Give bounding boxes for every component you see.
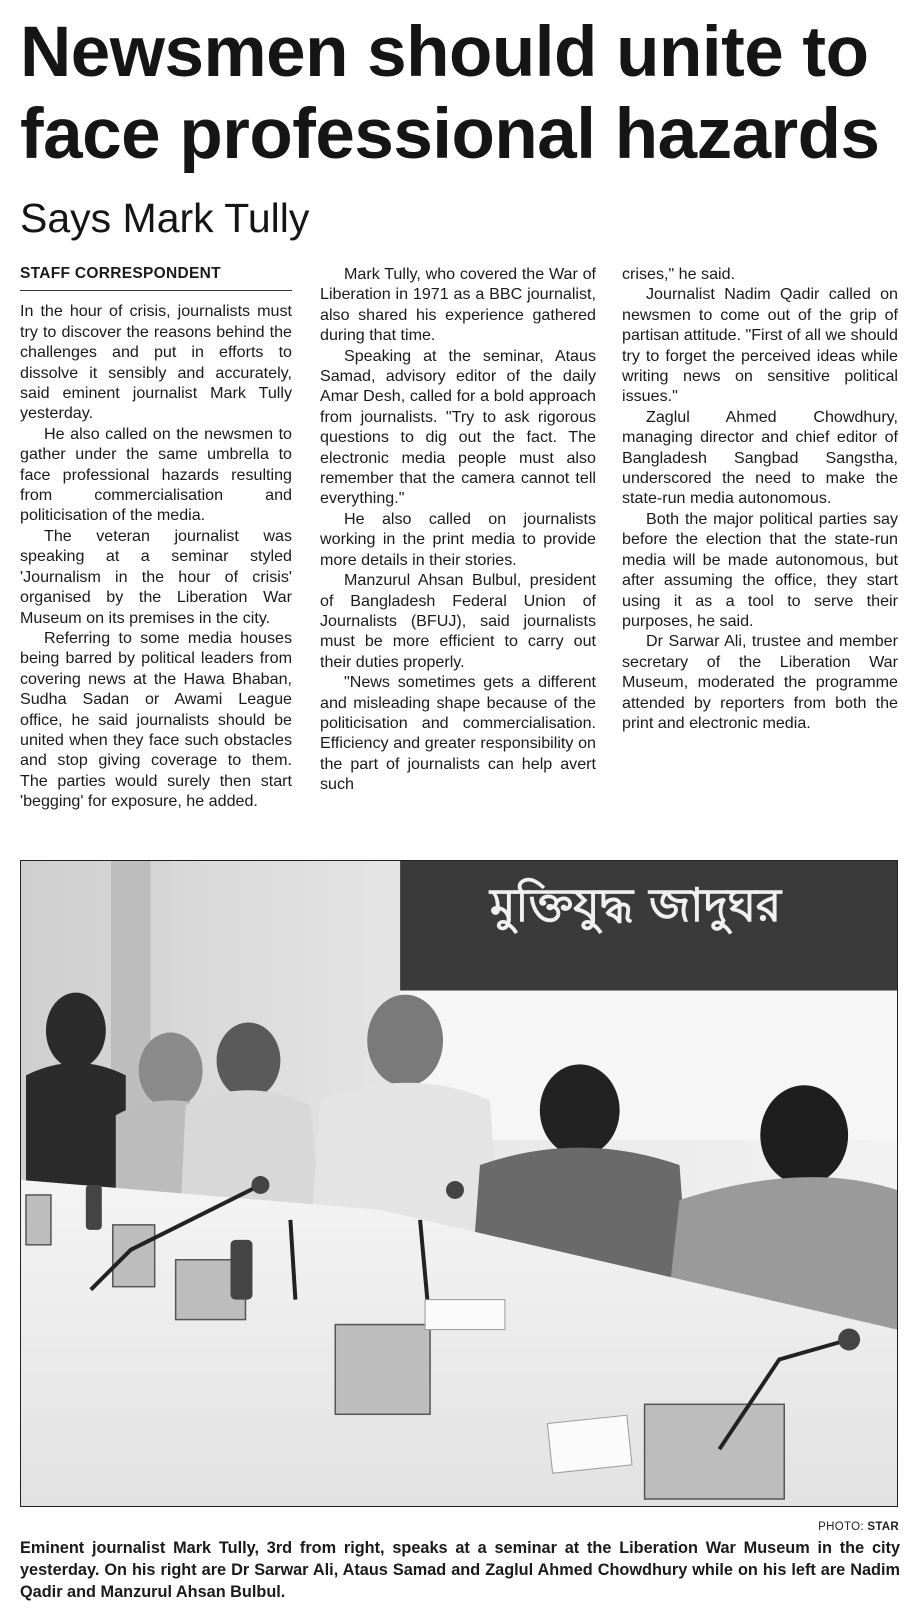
photo-credit-source: STAR [867,1521,899,1533]
paragraph: Manzurul Ahsan Bulbul, president of Bangladesh Federal Union of Journalists (BFUJ), said journalists must be more efficient to carry out their duties properly. [320,571,596,671]
headline: Newsmen should unite to face professional hazards [20,13,880,174]
paragraph-continuation: crises," he said. [622,265,736,283]
photo-caption: Eminent journalist Mark Tully, 3rd from right, speaks at a seminar at the Liberation War Museum in the city yesterday. On his right are Dr Sarwar Ali, Ataus Samad and Zaglul Ahmed Chowdhury while on his left are Nadim Qadir and Manzurul Ahsan Bulbul. [20,1539,900,1601]
paragraph: Zaglul Ahmed Chowdhury, managing director and chief editor of Bangladesh Sangbad Sangstha, underscored the need to make the state-run media autonomous. [622,407,898,508]
byline: STAFF CORRESPONDENT [20,264,292,291]
seminar-photo-illustration [21,861,897,1506]
paragraph: Both the major political parties say before the election that the state-run media will be made autonomous, but after assuming the office, they start using it as a tool to serve their purposes, he said. [622,509,898,630]
paragraph: He also called on journalists working in the print media to provide more details in their stories. [320,509,596,569]
paragraph: Journalist Nadim Qadir called on newsmen to come out of the grip of partisan attitude. "First of all we should try to forget the perceived ideas while writing news on sensitive political issues." [622,285,898,406]
paragraph: He also called on the newsmen to gather under the same umbrella to face professional hazards resulting from commercialisation and politicisation of the media. [20,424,292,525]
paragraph: Referring to some media houses being barred by political leaders from covering news at the Hawa Bhaban, Sudha Sadan or Awami League office, he said journalists should be united when they face such obstacles and stop giving coverage to them. The parties would surely then start 'begging' for exposure, he added. [20,628,292,811]
paragraph: In the hour of crisis, journalists must try to discover the reasons behind the challenges and put in efforts to dissolve it sensibly and accurately, said eminent journalist Mark Tully yesterday. [20,302,292,423]
photo-credit [818,1521,899,1533]
article-column-3 [622,264,898,733]
paragraph: The veteran journalist was speaking at a seminar styled 'Journalism in the hour of crisis' organised by the Liberation War Museum on its premises in the city. [20,526,292,627]
paragraph: Mark Tully, who covered the War of Liberation in 1971 as a BBC journalist, also shared his experience gathered during that time. [320,265,596,345]
paragraph: Dr Sarwar Ali, trustee and member secretary of the Liberation War Museum, moderated the programme attended by reporters from both the print and electronic media. [622,632,898,732]
article-column-2 [320,264,596,795]
paragraph: Speaking at the seminar, Ataus Samad, advisory editor of the daily Amar Desh, called for a bold approach from journalists. "Try to ask rigorous questions to dig out the fact. The electronic media people must also remember that the camera cannot tell everything." [320,346,596,508]
photo-credit-label: PHOTO: [818,1521,864,1533]
paragraph: "News sometimes gets a different and misleading shape because of the politicisation and commercialisation. Efficiency and greater responsibility on the part of journalists can help avert such [320,673,596,794]
seminar-photo [20,860,898,1507]
article-column-1 [20,264,292,812]
banner-text: মুক্তিযুদ্ধ জাদুঘর [489,877,782,932]
subhead: Says Mark Tully [20,195,310,241]
